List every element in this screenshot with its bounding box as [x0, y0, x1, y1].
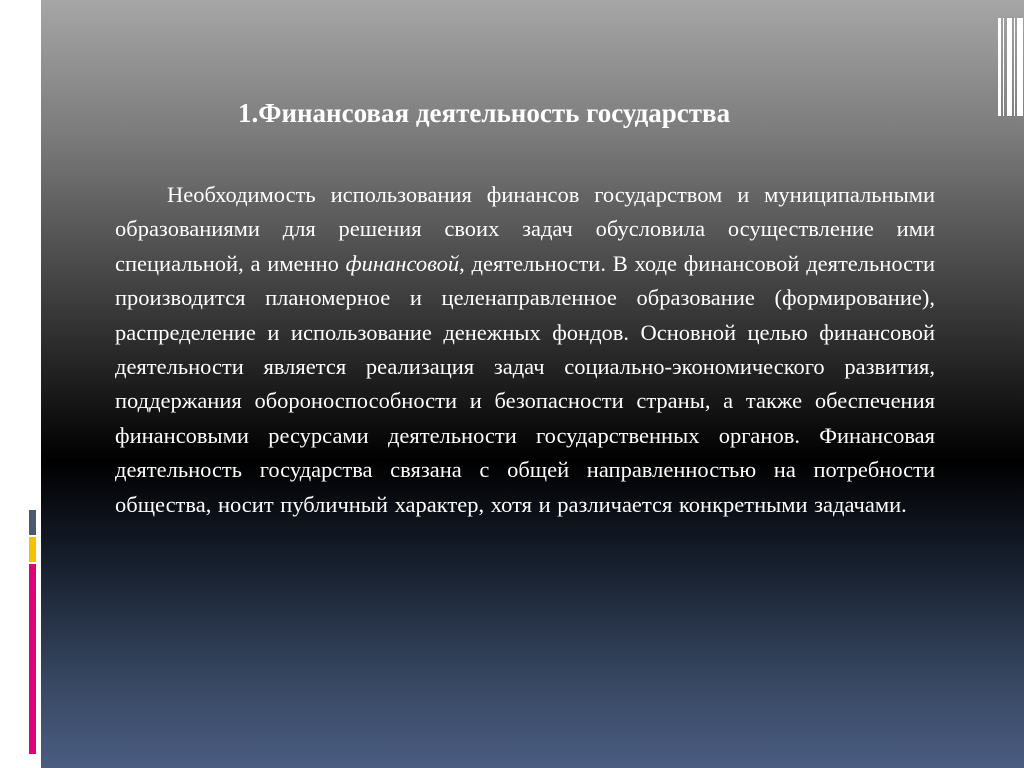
accent-bar-magenta: [29, 564, 36, 754]
accent-bar-yellow: [29, 537, 36, 562]
accent-bar-gray: [29, 510, 36, 535]
vertical-bars-decoration-icon: [997, 18, 1024, 116]
body-text-part-3: , деятельности. В ходе финансовой деятельности производится планомерное и целенаправленное образование (формирование), распределение и использование денежных фондов. Основной целью финансовой деятельности является реализация задач социально-экономического развития, поддержания обороноспособности и безопасности страны, а также обеспечения финансовыми ресурсами деятельности государственных органов. Финансовая деятельность государства связана с общей направленностью на потребности общества, носит публичный характер, хотя и различается конкретными задачами.: [115, 250, 935, 517]
body-text-part-1: Необходимость использования финансов государством и муниципальными образованиями для решения своих задач обусловила осуществление ими специальной, а именно: [115, 182, 935, 276]
body-text-italic-term: финансовой: [345, 250, 460, 276]
slide-title: 1.Финансовая деятельность государства: [238, 98, 731, 128]
slide-body-paragraph: [115, 178, 935, 522]
